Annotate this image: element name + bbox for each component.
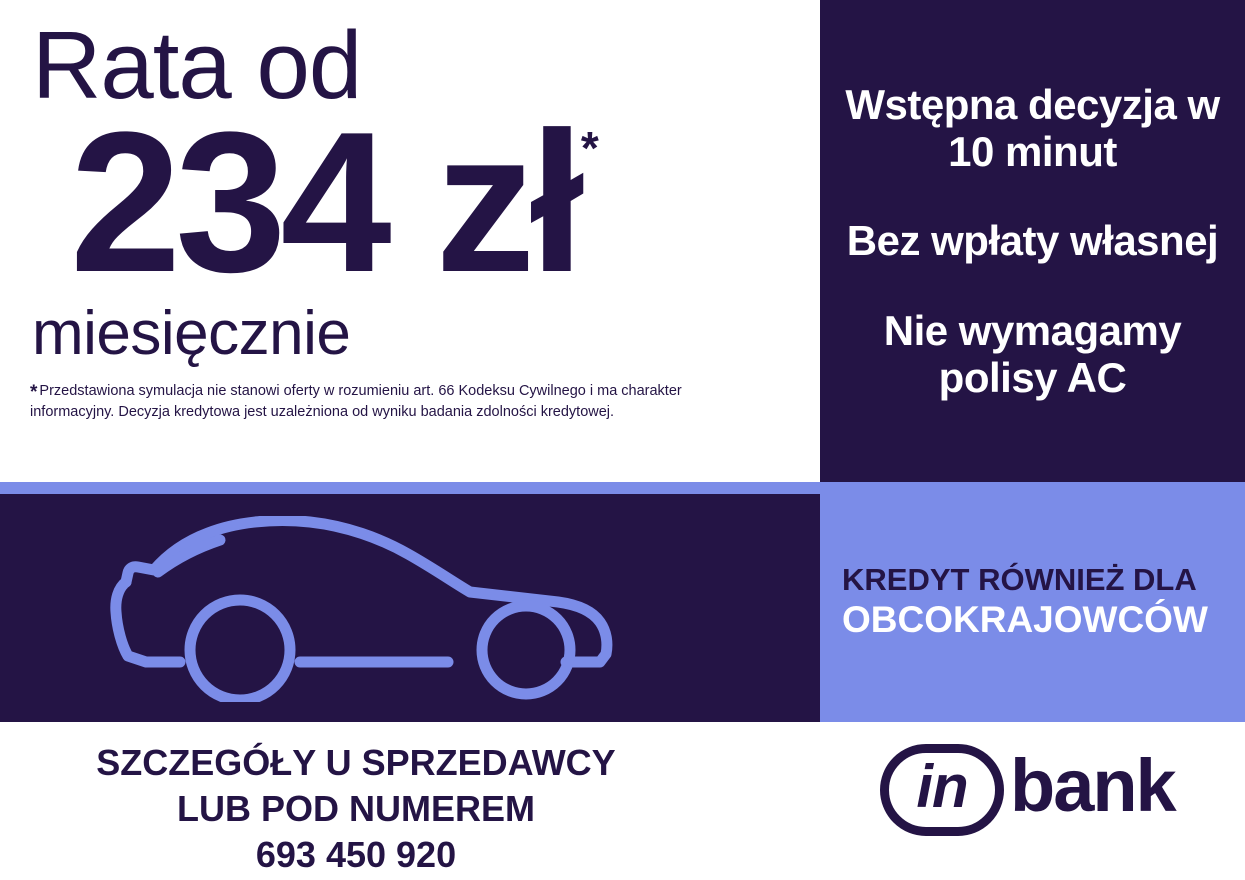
offer-amount: 234 zł: [70, 90, 579, 314]
foreigners-line2: OBCOKRAJOWCÓW: [842, 599, 1208, 641]
offer-amount-asterisk: *: [580, 121, 599, 174]
offer-panel: [0, 0, 820, 482]
car-outline-icon: [88, 516, 648, 702]
inbank-logo: [880, 744, 1175, 836]
car-illustration-panel: [0, 494, 820, 722]
foreigners-line1: KREDYT RÓWNIEŻ DLA: [842, 561, 1197, 597]
contact-block: [0, 740, 712, 878]
contact-line2: LUB POD NUMEREM: [177, 788, 535, 830]
foreigners-panel: [820, 482, 1245, 722]
benefit-item: Bez wpłaty własnej: [846, 217, 1219, 265]
disclaimer-asterisk: *: [30, 381, 38, 403]
offer-disclaimer: [30, 381, 750, 423]
logo-mark: in: [880, 744, 1004, 836]
divider-stripe: [0, 482, 820, 494]
contact-phone: 693 450 920: [255, 834, 457, 876]
footer-panel: [0, 722, 1245, 880]
benefit-item: Wstępna decyzja w 10 minut: [845, 81, 1220, 176]
offer-price-row: [70, 90, 790, 314]
contact-line1: SZCZEGÓŁY U SPRZEDAWCY: [96, 742, 616, 783]
offer-headline: Rata od: [32, 12, 362, 119]
logo-wordmark: bank: [1010, 744, 1175, 827]
offer-period: miesięcznie: [32, 298, 351, 368]
benefits-panel: [820, 0, 1245, 482]
disclaimer-text: Przedstawiona symulacja nie stanowi oferty w rozumieniu art. 66 Kodeksu Cywilnego i ma charakter informacyjny. Decyzja kredytowa jest uzależniona od wyniku badania zdolności kredytowej.: [30, 382, 682, 420]
benefit-item: Nie wymagamy polisy AC: [883, 306, 1182, 401]
